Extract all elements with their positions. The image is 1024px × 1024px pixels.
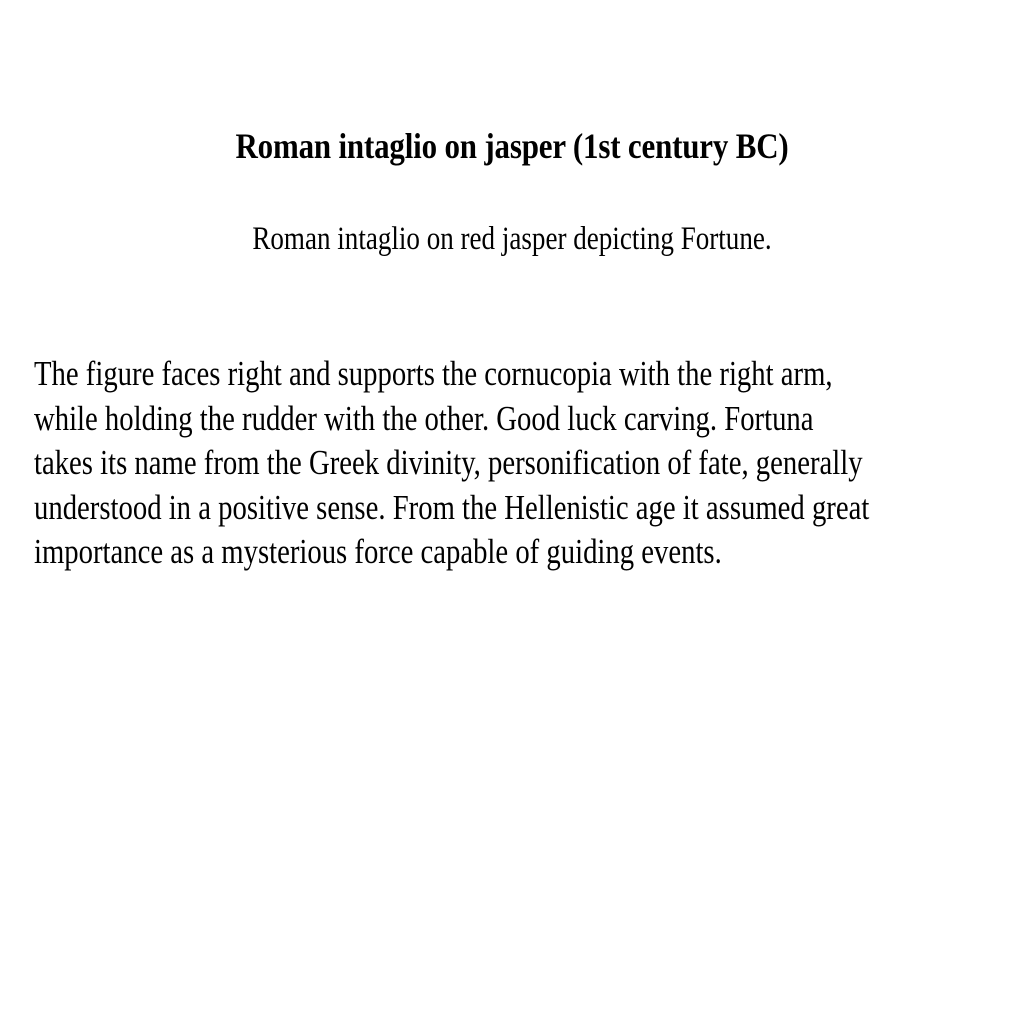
description-line: understood in a positive sense. From the Hellenistic age it assumed great	[34, 487, 870, 527]
description-line: The figure faces right and supports the cornucopia with the right arm,	[34, 354, 833, 393]
document-subtitle: Roman intaglio on red jasper depicting Fortune.	[252, 221, 772, 257]
description-line: importance as a mysterious force capable of guiding events.	[34, 532, 722, 571]
document-title: Roman intaglio on jasper (1st century BC)	[235, 126, 789, 166]
description-paragraph	[34, 352, 1002, 575]
description-line: takes its name from the Greek divinity, personification of fate, generally	[34, 443, 863, 482]
description-line: while holding the rudder with the other. Good luck carving. Fortuna	[34, 398, 814, 438]
